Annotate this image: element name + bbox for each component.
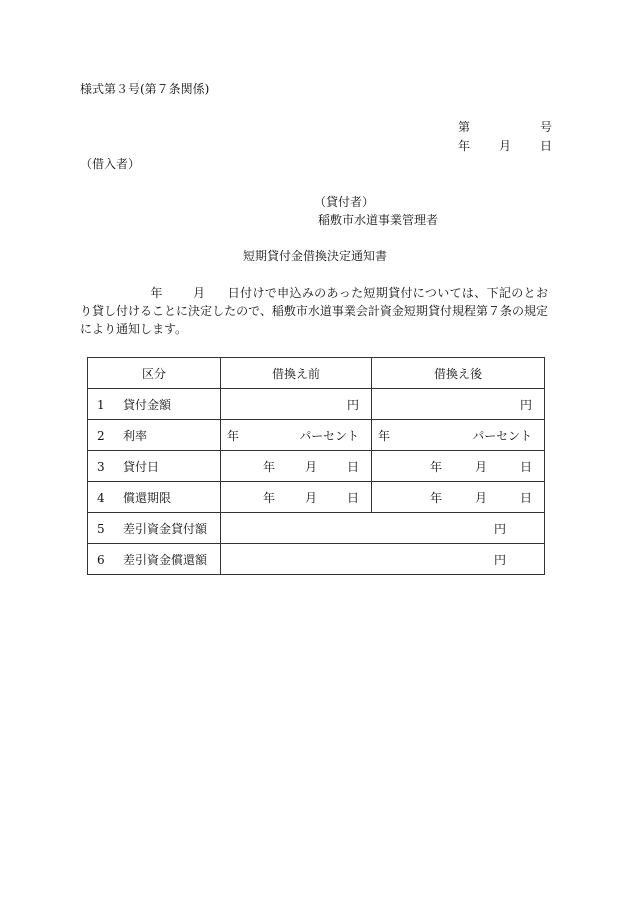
row-label [88,389,221,420]
borrower-label: （借入者） [80,157,141,171]
row-label [88,544,221,575]
repayment-deadline-after[interactable]: 年 月 日 [372,482,545,513]
issue-date [458,137,552,154]
body-year: 年 [150,286,163,300]
form-number: 様式第３号(第７条関係) [80,82,210,96]
repayment-deadline-before[interactable]: 年 月 日 [221,482,372,513]
row-label [88,513,221,544]
loan-amount-after[interactable]: 円 [372,389,545,420]
issue-date-month: 月 [498,139,511,153]
rate-percent: パーセント [299,428,359,443]
row-label-text: 貸付金額 [123,397,172,412]
row-number: 4 [97,490,105,505]
row-label-text: 利率 [123,428,148,443]
lender-name: 稲敷市水道事業管理者 [318,213,439,227]
table-row [88,513,545,544]
rate-percent: パーセント [472,428,532,443]
loan-date-after[interactable]: 年 月 日 [372,451,545,482]
row-label-text: 差引資金償還額 [123,552,208,567]
header-category: 区分 [88,358,221,389]
loan-date-before[interactable]: 年 月 日 [221,451,372,482]
interest-rate-after[interactable] [372,420,545,451]
header-after: 借換え後 [372,358,545,389]
lender-label: （貸付者） [314,195,375,209]
loan-details-table [87,357,545,575]
header-before: 借換え前 [221,358,372,389]
row-label [88,482,221,513]
issue-date-day: 日 [539,139,552,153]
loan-amount-before[interactable]: 円 [221,389,372,420]
body-text: 日付けで申込みのあった短期貸付については、下記のとおり貸し付けることに決定したので、稲敷市水道事業会計資金短期貸付規程第７条の規定により通知します。 [80,286,548,336]
row-number: 1 [97,397,105,412]
doc-number-prefix: 第 [458,120,471,134]
table-row [88,451,545,482]
interest-rate-before[interactable] [221,420,372,451]
table-row [88,482,545,513]
document-number [458,118,552,135]
row-label [88,420,221,451]
net-repayment-amount[interactable]: 円 [221,544,545,575]
row-label [88,451,221,482]
rate-year: 年 [227,428,240,443]
issue-date-year: 年 [458,139,471,153]
body-paragraph [80,284,548,338]
doc-number-suffix: 号 [539,120,552,134]
row-label-text: 償還期限 [123,490,172,505]
row-number: 5 [97,521,105,536]
table-header-row [88,358,545,389]
row-label-text: 貸付日 [123,459,160,474]
body-month: 月 [192,286,206,300]
table-row [88,420,545,451]
row-number: 6 [97,552,105,567]
table-row [88,389,545,420]
table-row [88,544,545,575]
rate-year: 年 [378,428,391,443]
row-label-text: 差引資金貸付額 [123,521,208,536]
row-number: 3 [97,459,105,474]
net-loan-amount[interactable]: 円 [221,513,545,544]
document-title: 短期貸付金借換決定通知書 [242,249,387,263]
row-number: 2 [97,428,105,443]
